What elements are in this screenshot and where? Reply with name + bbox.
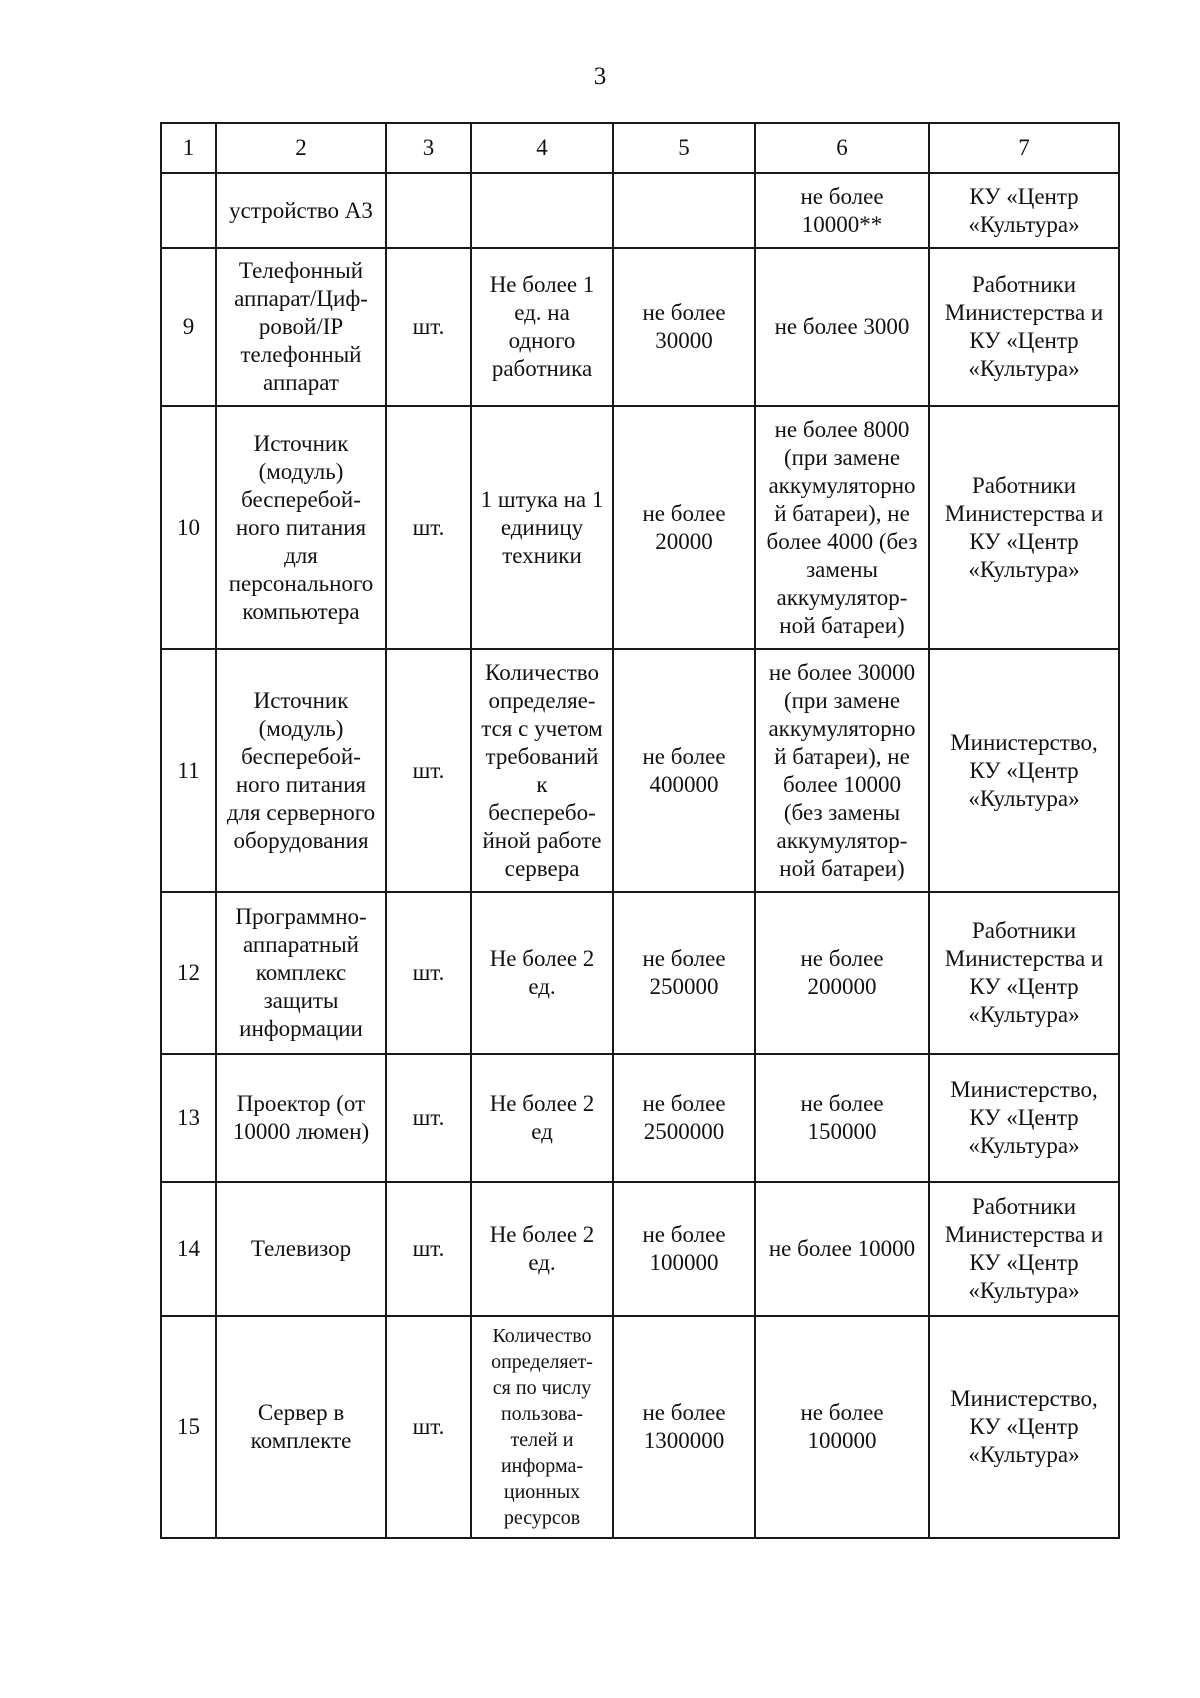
column-header-4: 4: [471, 123, 613, 173]
price-cell: не более 250000: [613, 892, 755, 1054]
column-header-5: 5: [613, 123, 755, 173]
recipient-cell: КУ «Центр «Культура»: [929, 173, 1119, 248]
term-cell: не более 150000: [755, 1054, 929, 1182]
item-name: Источник (модуль) бесперебой- ного питания для серверного оборудования: [216, 649, 386, 892]
price-cell: не более 2500000: [613, 1054, 755, 1182]
term-cell: не более 10000: [755, 1182, 929, 1316]
recipient-cell: Работники Министерства и КУ «Центр «Культура»: [929, 406, 1119, 649]
table-row-15: [161, 1316, 1119, 1538]
quantity-cell: Не более 2 ед: [471, 1054, 613, 1182]
row-number: 9: [161, 248, 216, 406]
unit-cell: шт.: [386, 248, 471, 406]
table-row-9: [161, 248, 1119, 406]
row-number: [161, 173, 216, 248]
term-cell: не более 30000 (при замене аккумуляторно й батареи), не более 10000 (без замены аккумулятор- ной батареи): [755, 649, 929, 892]
item-name: Источник (модуль) бесперебой- ного питания для персонального компьютера: [216, 406, 386, 649]
row-number: 15: [161, 1316, 216, 1538]
price-cell: не более 400000: [613, 649, 755, 892]
table-row-continuation: [161, 173, 1119, 248]
price-cell: не более 20000: [613, 406, 755, 649]
unit-cell: шт.: [386, 1316, 471, 1538]
table-row-10: [161, 406, 1119, 649]
column-header-7: 7: [929, 123, 1119, 173]
term-cell: не более 8000 (при замене аккумуляторно й батареи), не более 4000 (без замены аккумулятор- ной батареи): [755, 406, 929, 649]
quantity-cell: [471, 173, 613, 248]
term-cell: не более 100000: [755, 1316, 929, 1538]
unit-cell: шт.: [386, 649, 471, 892]
unit-cell: шт.: [386, 892, 471, 1054]
item-name: Проектор (от 10000 люмен): [216, 1054, 386, 1182]
quantity-cell: Не более 1 ед. на одного работника: [471, 248, 613, 406]
row-number: 14: [161, 1182, 216, 1316]
price-cell: не более 1300000: [613, 1316, 755, 1538]
quantity-cell: Количество определяе- тся с учетом требований к бесперебо- йной работе сервера: [471, 649, 613, 892]
specification-table: [160, 122, 1120, 1539]
page-number: 3: [593, 63, 607, 90]
column-header-1: 1: [161, 123, 216, 173]
item-name: Сервер в комплекте: [216, 1316, 386, 1538]
table-row-14: [161, 1182, 1119, 1316]
unit-cell: шт.: [386, 1054, 471, 1182]
unit-cell: [386, 173, 471, 248]
recipient-cell: Работники Министерства и КУ «Центр «Культура»: [929, 248, 1119, 406]
row-number: 11: [161, 649, 216, 892]
quantity-cell: 1 штука на 1 единицу техники: [471, 406, 613, 649]
recipient-cell: Министерство, КУ «Центр «Культура»: [929, 1054, 1119, 1182]
column-header-2: 2: [216, 123, 386, 173]
recipient-cell: Работники Министерства и КУ «Центр «Культура»: [929, 892, 1119, 1054]
table-row-12: [161, 892, 1119, 1054]
quantity-cell: Не более 2 ед.: [471, 1182, 613, 1316]
column-header-6: 6: [755, 123, 929, 173]
price-cell: [613, 173, 755, 248]
item-name: Телефонный аппарат/Циф- ровой/IP телефонный аппарат: [216, 248, 386, 406]
recipient-cell: Министерство, КУ «Центр «Культура»: [929, 1316, 1119, 1538]
recipient-cell: Работники Министерства и КУ «Центр «Культура»: [929, 1182, 1119, 1316]
recipient-cell: Министерство, КУ «Центр «Культура»: [929, 649, 1119, 892]
term-cell: не более 3000: [755, 248, 929, 406]
table-row-11: [161, 649, 1119, 892]
quantity-cell: Не более 2 ед.: [471, 892, 613, 1054]
price-cell: не более 100000: [613, 1182, 755, 1316]
unit-cell: шт.: [386, 1182, 471, 1316]
item-name: устройство А3: [216, 173, 386, 248]
table-row-13: [161, 1054, 1119, 1182]
row-number: 10: [161, 406, 216, 649]
item-name: Телевизор: [216, 1182, 386, 1316]
item-name: Программно- аппаратный комплекс защиты информации: [216, 892, 386, 1054]
quantity-cell: Количество определяет- ся по числу пользова- телей и информа- ционных ресурсов: [471, 1316, 613, 1538]
header-row: [161, 123, 1119, 173]
unit-cell: шт.: [386, 406, 471, 649]
row-number: 13: [161, 1054, 216, 1182]
price-cell: не более 30000: [613, 248, 755, 406]
term-cell: не более 10000**: [755, 173, 929, 248]
term-cell: не более 200000: [755, 892, 929, 1054]
column-header-3: 3: [386, 123, 471, 173]
row-number: 12: [161, 892, 216, 1054]
